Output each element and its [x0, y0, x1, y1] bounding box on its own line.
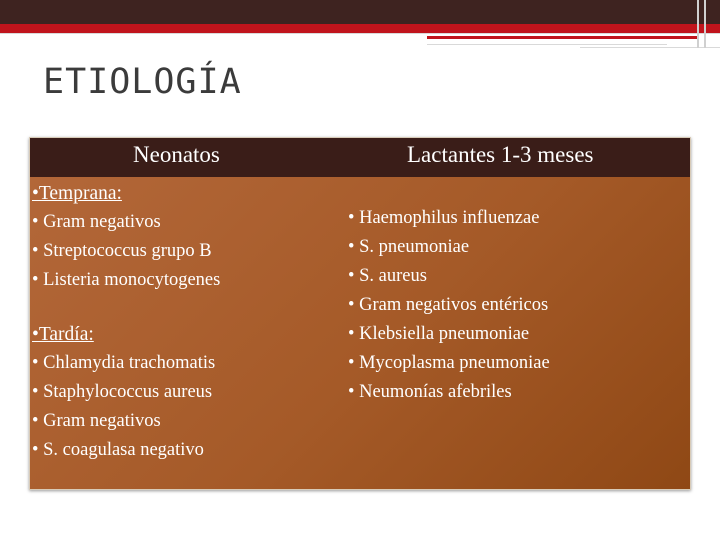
etiology-table [29, 137, 691, 490]
list-item: • S. aureus [348, 266, 427, 286]
decor-line [580, 47, 720, 48]
decor-line [427, 44, 667, 45]
list-item: • Klebsiella pneumoniae [348, 324, 530, 344]
decor-vertical-line [697, 0, 699, 48]
decor-line [0, 33, 720, 34]
list-item: • Listeria monocytogenes [32, 270, 221, 290]
lactantes-list [348, 204, 550, 407]
column-header-neonatos: Neonatos [133, 142, 220, 167]
list-item: • Gram negativos [32, 212, 161, 232]
neonatos-tardia-list [32, 320, 215, 465]
list-item: • Haemophilus influenzae [348, 208, 540, 228]
slide-title: ETIOLOGÍA [43, 62, 242, 102]
list-item: • Mycoplasma pneumoniae [348, 353, 550, 373]
list-item: • Gram negativos entéricos [348, 295, 549, 315]
top-accent-bar [0, 24, 720, 33]
neonatos-temprana-list [32, 179, 220, 295]
column-header-lactantes: Lactantes 1-3 meses [407, 142, 594, 167]
list-item: • S. pneumoniae [348, 237, 470, 257]
list-item: • Staphylococcus aureus [32, 382, 213, 402]
list-item: • Streptococcus grupo B [32, 241, 212, 261]
decor-vertical-line [704, 0, 706, 48]
decor-accent-line [427, 36, 697, 39]
list-item: • Chlamydia trachomatis [32, 353, 216, 373]
list-item: • S. coagulasa negativo [32, 440, 204, 460]
list-heading-temprana: •Temprana: [32, 183, 122, 204]
list-item: • Gram negativos [32, 411, 161, 431]
table-header [30, 138, 690, 177]
top-decor-bar [0, 0, 720, 24]
list-item: • Neumonías afebriles [348, 382, 512, 402]
list-heading-tardia: •Tardía: [32, 324, 94, 345]
